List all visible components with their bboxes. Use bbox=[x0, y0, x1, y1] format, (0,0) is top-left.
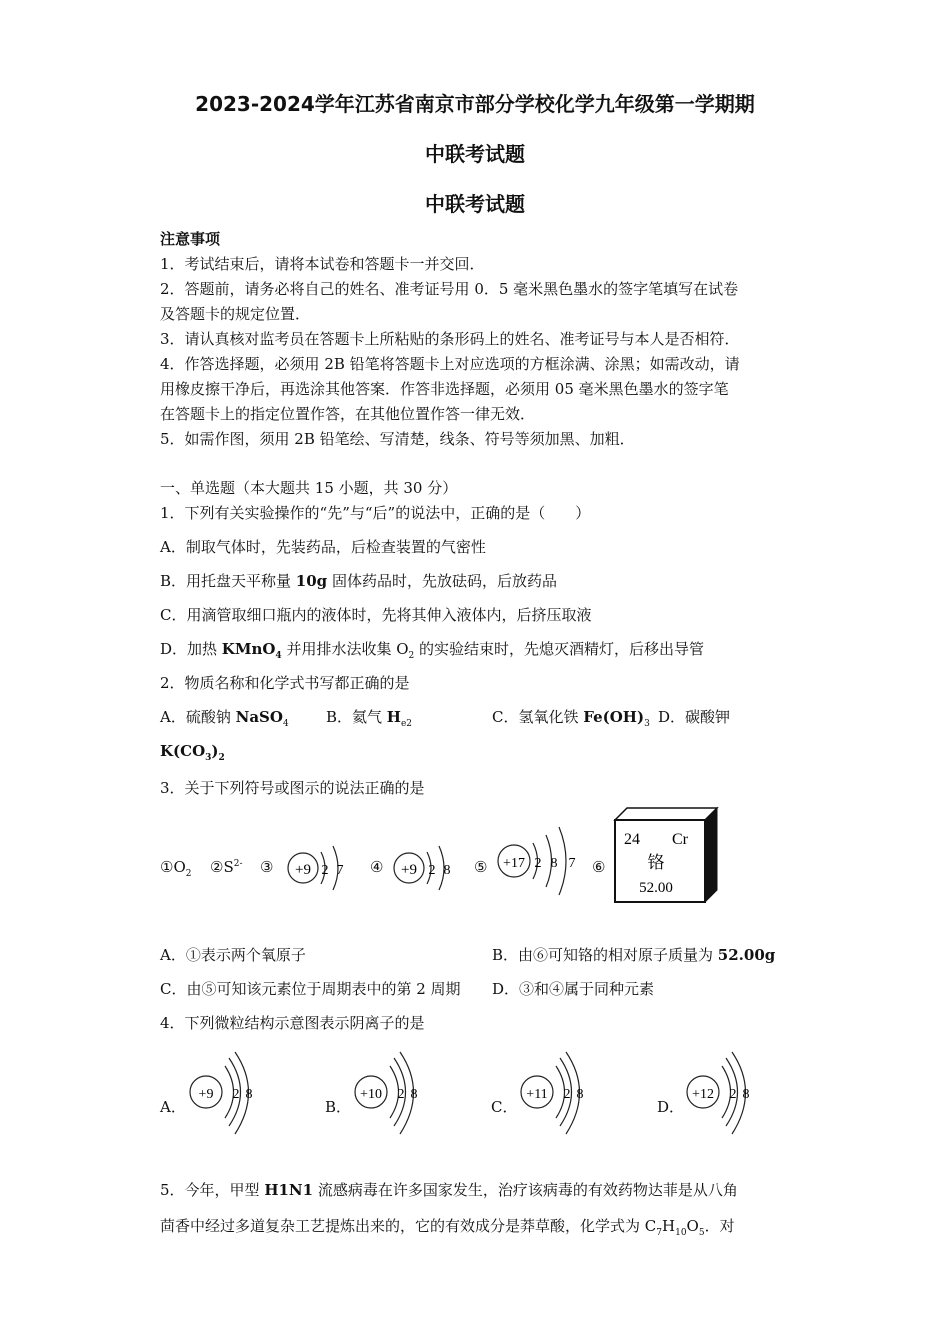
q4-option-a-label: A． bbox=[160, 1098, 186, 1116]
nucleus-charge: +10 bbox=[360, 1087, 382, 1102]
q1-option-a: A．制取气体时，先装药品，后检查装置的气密性 bbox=[160, 538, 486, 556]
shell-electrons: 2 bbox=[428, 863, 436, 878]
atom-diagram-5 bbox=[494, 818, 594, 908]
atom-diagram-3 bbox=[284, 838, 364, 902]
question-5-line2: 茴香中经过多道复杂工艺提炼出来的，它的有效成分是莽草酸，化学式为 $C_7H_{10}O_5$．对 bbox=[160, 1217, 735, 1238]
q2-option-c: C．氢氧化铁 $Fe(OH)_3$ bbox=[492, 708, 650, 729]
q4-option-d-label: D． bbox=[657, 1098, 685, 1116]
q3-option-a: A．①表示两个氧原子 bbox=[160, 946, 306, 964]
nucleus-charge: +9 bbox=[198, 1087, 214, 1102]
section-heading: 一、单选题（本大题共 15 小题，共 30 分） bbox=[160, 479, 458, 497]
q1-option-d: D．加热 KMnO$_4$ 并用排水法收集 $O_2$ 的实验结束时，先熄灭酒精灯，后移出导管 bbox=[160, 640, 705, 661]
shell-electrons: 8 bbox=[410, 1087, 418, 1102]
element-name: 铬 bbox=[647, 853, 665, 872]
q4-diagram-d bbox=[681, 1048, 761, 1148]
q3-option-d: D．③和④属于同种元素 bbox=[492, 980, 655, 998]
q3-label-5: ⑤ bbox=[474, 858, 488, 876]
q3-option-b: B．由⑥可知铬的相对原子质量为 52.00g bbox=[492, 946, 776, 964]
q1-option-c: C．用滴管取细口瓶内的液体时，先将其伸入液体内，后挤压取液 bbox=[160, 606, 592, 624]
shell-electrons: 8 bbox=[742, 1087, 750, 1102]
atom-diagram-4 bbox=[390, 838, 470, 902]
note-item: 在答题卡上的指定位置作答，在其他位置作答一律无效． bbox=[160, 405, 536, 423]
q3-option-c: C．由⑤可知该元素位于周期表中的第 2 周期 bbox=[160, 980, 461, 998]
q4-diagram-c bbox=[515, 1048, 595, 1148]
q3-label-4: ④ bbox=[370, 858, 384, 876]
shell-electrons: 8 bbox=[443, 863, 451, 878]
page-subtitle: 中联考试题 bbox=[425, 142, 525, 166]
nucleus-charge: +9 bbox=[401, 862, 417, 878]
question-5-line1: 5．今年，甲型 H1N1 流感病毒在许多国家发生，治疗该病毒的有效药物达菲是从八角 bbox=[160, 1181, 738, 1199]
note-item: 5．如需作图，须用 2B 铅笔绘、写清楚，线条、符号等须加黑、加粗． bbox=[160, 430, 635, 448]
q3-symbol-2: $②S^{2-}$ bbox=[210, 858, 243, 876]
shell-electrons: 8 bbox=[550, 856, 558, 871]
q3-symbol-1: $①O_2$ bbox=[160, 858, 192, 879]
shell-electrons: 2 bbox=[321, 863, 329, 878]
nucleus-charge: +12 bbox=[692, 1087, 714, 1102]
nucleus-charge: +11 bbox=[526, 1087, 548, 1102]
shell-electrons: 2 bbox=[563, 1087, 571, 1102]
question-3-stem: 3．关于下列符号或图示的说法正确的是 bbox=[160, 779, 425, 797]
shell-electrons: 7 bbox=[336, 863, 344, 878]
question-2-stem: 2．物质名称和化学式书写都正确的是 bbox=[160, 674, 410, 692]
notes-heading: 注意事项 bbox=[160, 230, 221, 248]
q2-option-d: D．碳酸钾 bbox=[658, 708, 731, 726]
q4-option-b-label: B． bbox=[325, 1098, 352, 1116]
shell-electrons: 2 bbox=[232, 1087, 240, 1102]
shell-electrons: 8 bbox=[245, 1087, 253, 1102]
nucleus-charge: +17 bbox=[503, 856, 525, 871]
q4-diagram-a bbox=[184, 1048, 264, 1148]
q2-option-a: A．硫酸钠 NaSO$_4$ bbox=[160, 708, 289, 729]
element-cell-chromium bbox=[612, 806, 722, 906]
q3-label-3: ③ bbox=[260, 858, 274, 876]
q2-option-d-formula: $K(CO_3)_2$ bbox=[160, 742, 225, 763]
note-item: 4．作答选择题，必须用 2B 铅笔将答题卡上对应选项的方框涂满、涂黑；如需改动，请 bbox=[160, 355, 740, 373]
shell-electrons: 2 bbox=[729, 1087, 737, 1102]
note-item: 1．考试结束后，请将本试卷和答题卡一并交回． bbox=[160, 255, 485, 273]
q4-diagram-b bbox=[349, 1048, 429, 1148]
shell-electrons: 2 bbox=[534, 856, 542, 871]
atomic-number: 24 bbox=[624, 831, 640, 848]
element-symbol: Cr bbox=[672, 831, 688, 848]
note-item: 用橡皮擦干净后，再选涂其他答案．作答非选择题，必须用 05 毫米黑色墨水的签字笔 bbox=[160, 380, 729, 398]
note-item: 及答题卡的规定位置． bbox=[160, 305, 311, 323]
atomic-mass: 52.00 bbox=[639, 880, 673, 896]
page-title: 2023-2024学年江苏省南京市部分学校化学九年级第一学期期 bbox=[195, 92, 755, 116]
q4-option-c-label: C． bbox=[491, 1098, 518, 1116]
note-item: 3．请认真核对监考员在答题卡上所粘贴的条形码上的姓名、准考证号与本人是否相符． bbox=[160, 330, 740, 348]
question-1-stem: 1．下列有关实验操作的“先”与“后”的说法中，正确的是（ ） bbox=[160, 504, 591, 522]
page-subtitle-repeat: 中联考试题 bbox=[425, 192, 525, 216]
nucleus-charge: +9 bbox=[295, 862, 311, 878]
shell-electrons: 8 bbox=[576, 1087, 584, 1102]
shell-electrons: 2 bbox=[397, 1087, 405, 1102]
note-item: 2．答题前，请务必将自己的姓名、准考证号用 0．5 毫米黑色墨水的签字笔填写在试卷 bbox=[160, 280, 739, 298]
q3-label-6: ⑥ bbox=[592, 858, 606, 876]
q2-option-b: B．氦气 $H_{e2}$ bbox=[326, 708, 413, 729]
shell-electrons: 7 bbox=[568, 856, 576, 871]
question-4-stem: 4．下列微粒结构示意图表示阴离子的是 bbox=[160, 1014, 425, 1032]
q1-option-b: B．用托盘天平称量 10g 固体药品时，先放砝码，后放药品 bbox=[160, 572, 557, 590]
